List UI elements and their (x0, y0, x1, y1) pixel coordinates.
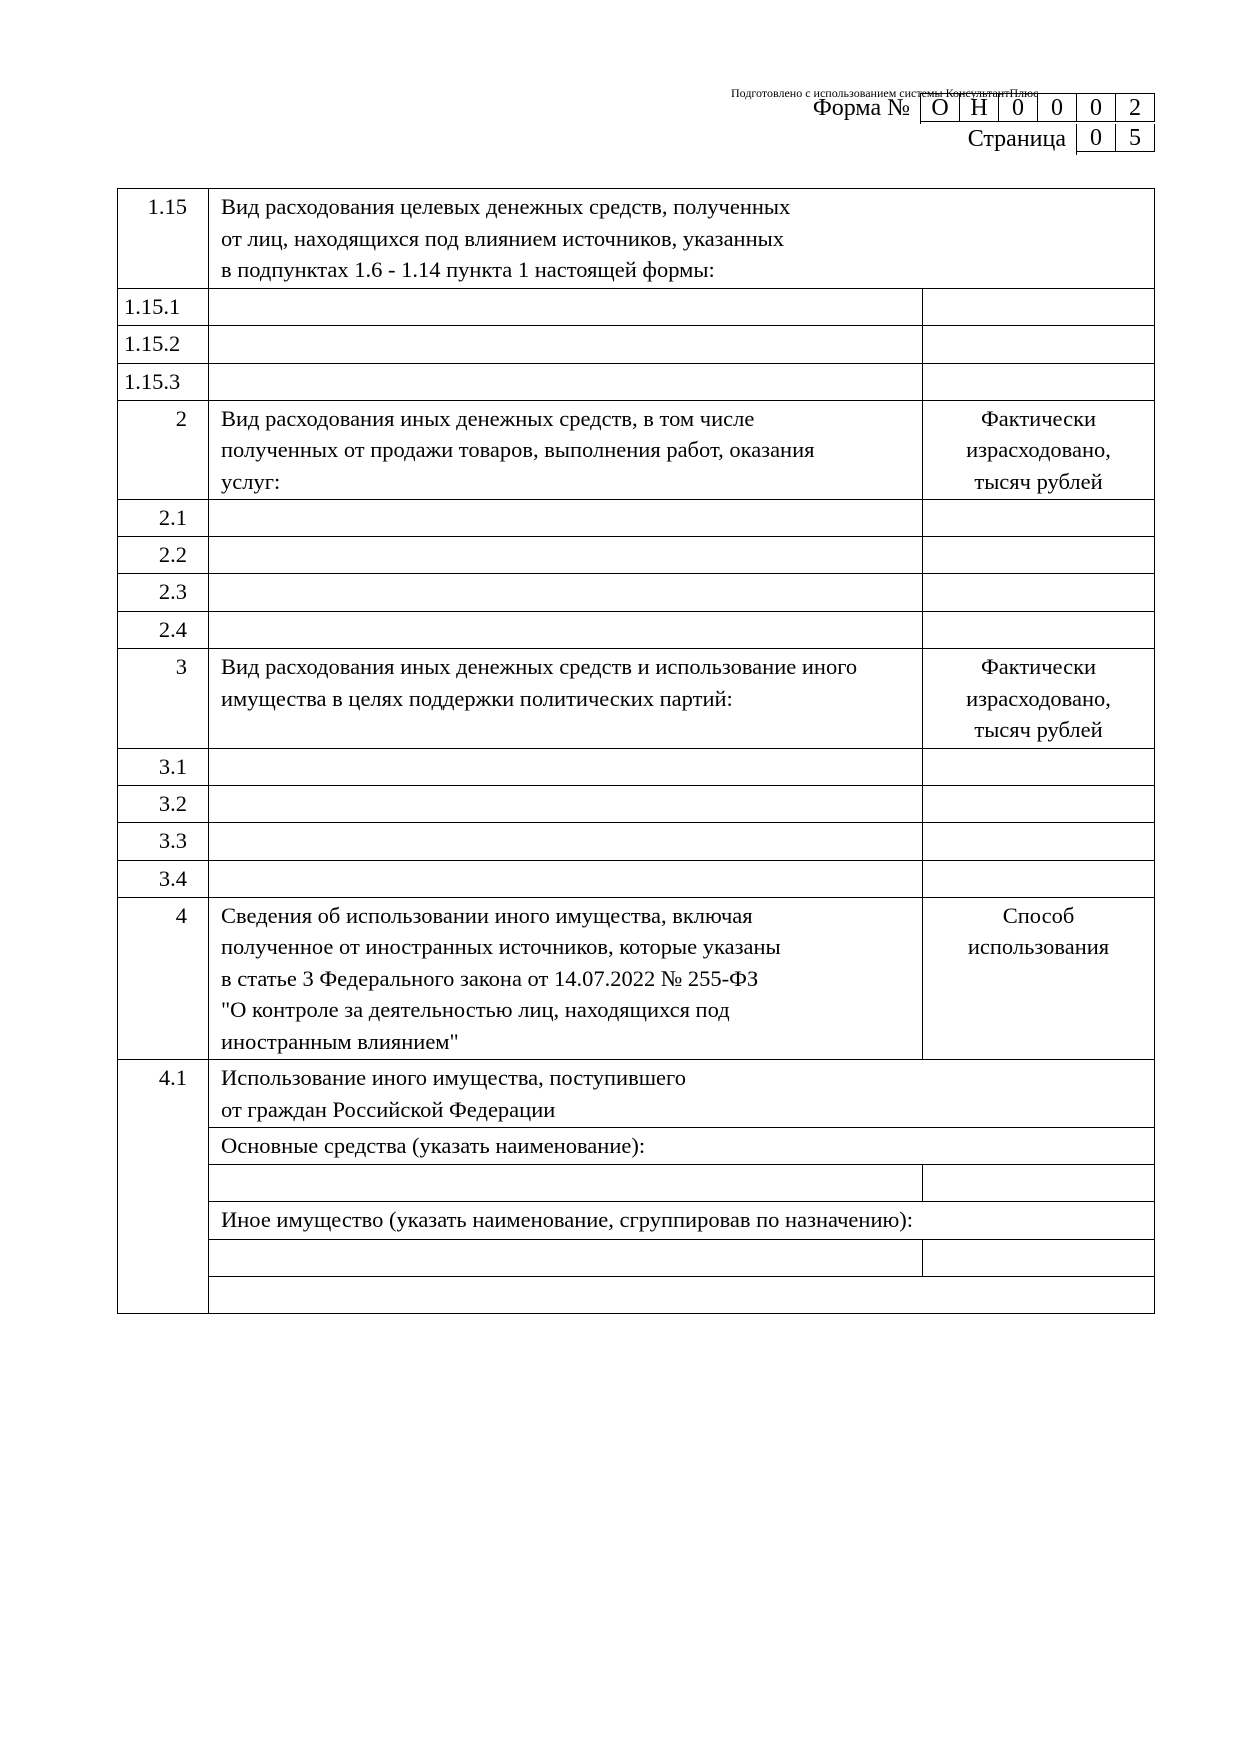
table-row (118, 822, 1155, 860)
column-unit-header: Фактически израсходовано, тысяч рублей (923, 649, 1155, 749)
table-row (118, 288, 1155, 325)
row-number: 3 (118, 649, 209, 749)
row-number: 2.3 (118, 574, 209, 612)
row-description: Использование иного имущества, поступившего от граждан Российской Федерации (209, 1060, 1155, 1128)
form-number-label: Форма № (812, 95, 910, 121)
report-table (117, 188, 1155, 1314)
table-row (118, 785, 1155, 822)
entry-cell[interactable] (209, 1165, 923, 1202)
row-number: 3.2 (118, 785, 209, 822)
entry-cell[interactable] (209, 574, 923, 612)
table-row (118, 1240, 1155, 1277)
page-cell: 5 (1116, 124, 1155, 152)
other-property-label: Иное имущество (указать наименование, сгруппировав по назначению): (209, 1202, 1155, 1240)
form-code-cell: 0 (1038, 94, 1077, 122)
row-description: Вид расходования иных денежных средств и использование иного имущества в целях поддержки политических партий: (209, 649, 923, 749)
entry-cell[interactable] (209, 612, 923, 649)
entry-cell[interactable] (209, 500, 923, 537)
entry-cell[interactable] (209, 363, 923, 400)
form-code-cells (920, 93, 1155, 124)
table-row (118, 612, 1155, 649)
entry-cell[interactable] (209, 537, 923, 574)
page-cells (1076, 124, 1155, 155)
row-number: 2.2 (118, 537, 209, 574)
row-number: 1.15.2 (118, 325, 209, 363)
table-row (118, 500, 1155, 537)
table-row (118, 748, 1155, 785)
entry-cell[interactable] (209, 1240, 923, 1277)
page-cell: 0 (1077, 124, 1116, 152)
row-number: 2 (118, 400, 209, 500)
table-row (118, 1165, 1155, 1202)
table-row (118, 860, 1155, 897)
table-row (118, 574, 1155, 612)
row-description: Вид расходования целевых денежных средств, полученных от лиц, находящихся под влиянием источников, указанных в подпунктах 1.6 - 1.14 пункта 1 настоящей формы: (209, 189, 1155, 289)
form-number (813, 93, 1155, 124)
table-row (118, 325, 1155, 363)
table-row (118, 363, 1155, 400)
table-row (118, 189, 1155, 289)
row-description: Сведения об использовании иного имущества, включая полученное от иностранных источников, которые указаны в статье 3 Федерального закона от 14.07.2022 № 255-ФЗ "О контроле за деятельностью лиц, находящихся под иностранным влиянием" (209, 897, 923, 1060)
value-cell[interactable] (923, 822, 1155, 860)
value-cell[interactable] (923, 325, 1155, 363)
row-number: 3.1 (118, 748, 209, 785)
row-number: 2.4 (118, 612, 209, 649)
value-cell[interactable] (923, 612, 1155, 649)
table-row (118, 897, 1155, 1060)
form-code-cell: 0 (1077, 94, 1116, 122)
table-row (118, 1128, 1155, 1165)
page-number-label: Страница (967, 126, 1066, 152)
entry-cell[interactable] (209, 748, 923, 785)
table-row (118, 400, 1155, 500)
value-cell[interactable] (923, 785, 1155, 822)
entry-cell[interactable] (209, 325, 923, 363)
form-code-cell: Н (960, 94, 999, 122)
entry-cell[interactable] (209, 822, 923, 860)
row-number: 1.15.3 (118, 363, 209, 400)
fixed-assets-label: Основные средства (указать наименование): (209, 1128, 1155, 1165)
row-number: 3.3 (118, 822, 209, 860)
row-description: Вид расходования иных денежных средств, в том числе полученных от продажи товаров, выполнения работ, оказания услуг: (209, 400, 923, 500)
table-row (118, 1060, 1155, 1128)
value-cell[interactable] (923, 574, 1155, 612)
row-number: 4.1 (118, 1060, 209, 1314)
form-code-cell: 2 (1116, 94, 1155, 122)
column-unit-header: Способ использования (923, 897, 1155, 1060)
value-cell[interactable] (923, 363, 1155, 400)
entry-cell[interactable] (209, 785, 923, 822)
entry-cell[interactable] (209, 288, 923, 325)
consultant-watermark: Подготовлено с использованием системы КонсультантПлюс (731, 86, 1039, 100)
value-cell[interactable] (923, 1240, 1155, 1277)
value-cell[interactable] (923, 1165, 1155, 1202)
entry-cell[interactable] (209, 860, 923, 897)
form-code-cell: 0 (999, 94, 1038, 122)
form-code-cell: О (921, 94, 960, 122)
value-cell[interactable] (923, 288, 1155, 325)
table-row (118, 1277, 1155, 1314)
value-cell[interactable] (923, 537, 1155, 574)
table-row (118, 537, 1155, 574)
page-number (968, 124, 1155, 155)
row-number: 1.15.1 (118, 288, 209, 325)
row-number: 4 (118, 897, 209, 1060)
column-unit-header: Фактически израсходовано, тысяч рублей (923, 400, 1155, 500)
value-cell[interactable] (923, 500, 1155, 537)
value-cell[interactable] (923, 748, 1155, 785)
row-number: 2.1 (118, 500, 209, 537)
row-number: 1.15 (118, 189, 209, 289)
table-row (118, 1202, 1155, 1240)
entry-cell[interactable] (209, 1277, 1155, 1314)
row-number: 3.4 (118, 860, 209, 897)
table-row (118, 649, 1155, 749)
value-cell[interactable] (923, 860, 1155, 897)
